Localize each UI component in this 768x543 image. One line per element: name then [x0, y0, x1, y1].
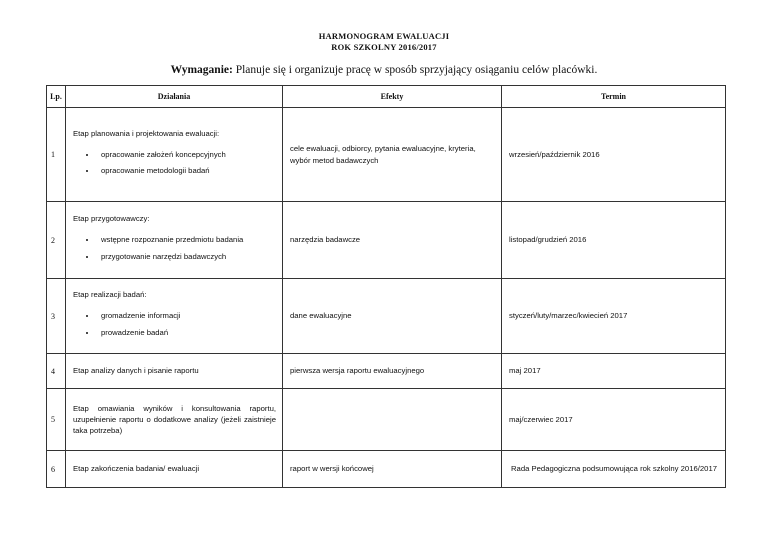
list-item: • wstępne rozpoznanie przedmiotu badania [97, 234, 276, 245]
requirement-text: Planuje się i organizuje pracę w sposób sprzyjający osiąganiu celów placówki. [232, 64, 598, 76]
header-effects: Efekty [283, 86, 502, 108]
list-item: • przygotowanie narzędzi badawczych [97, 251, 276, 262]
requirement-label: Wymaganie: [170, 64, 233, 76]
action-list [73, 310, 276, 337]
list-item: • gromadzenie informacji [97, 310, 276, 321]
table-row [47, 108, 726, 202]
school-year-subtitle: ROK SZKOLNY 2016/2017 [331, 42, 437, 52]
actions-cell [66, 108, 283, 202]
table-header-row [47, 86, 726, 108]
actions-cell: Etap omawiania wyników i konsultowania raportu, uzupełnienie raportu o dodatkowe analizy (jeżeli zaistnieje taka potrzeba) [66, 389, 283, 451]
list-item: • opracowanie założeń koncepcyjnych [97, 149, 276, 160]
effects-cell: pierwsza wersja raportu ewaluacyjnego [283, 354, 502, 389]
term-cell: styczeń/luty/marzec/kwiecień 2017 [502, 279, 726, 354]
evaluation-schedule-table [46, 85, 726, 488]
stage-title: Etap planowania i projektowania ewaluacji: [73, 128, 220, 138]
effects-cell: narzędzia badawcze [283, 202, 502, 279]
table-row [47, 279, 726, 354]
document-title: HARMONOGRAM EWALUACJI [318, 31, 450, 41]
row-number: 1 [47, 108, 66, 202]
term-cell: maj 2017 [502, 354, 726, 389]
stage-title: Etap realizacji badań: [73, 290, 147, 300]
row-number: 4 [47, 354, 66, 389]
table-row [47, 389, 726, 451]
table-row [47, 451, 726, 488]
stage-title: Etap przygotowawczy: [73, 214, 150, 224]
row-number: 5 [47, 389, 66, 451]
action-list [73, 149, 276, 176]
table-row [47, 354, 726, 389]
actions-cell [66, 279, 283, 354]
action-list [73, 234, 276, 261]
effects-cell: cele ewaluacji, odbiorcy, pytania ewaluacyjne, kryteria, wybór metod badawczych [283, 108, 502, 202]
term-cell: Rada Pedagogiczna podsumowująca rok szkolny 2016/2017 [502, 451, 726, 488]
header-actions: Działania [66, 86, 283, 108]
table-row [47, 202, 726, 279]
actions-cell [66, 202, 283, 279]
effects-cell [283, 389, 502, 451]
term-cell: maj/czerwiec 2017 [502, 389, 726, 451]
list-item: • prowadzenie badań [97, 327, 276, 338]
actions-cell: Etap analizy danych i pisanie raportu [66, 354, 283, 389]
effects-cell: dane ewaluacyjne [283, 279, 502, 354]
header-lp: Lp. [47, 86, 66, 108]
term-cell: wrzesień/październik 2016 [502, 108, 726, 202]
header-term: Termin [502, 86, 726, 108]
row-number: 6 [47, 451, 66, 488]
term-cell: listopad/grudzień 2016 [502, 202, 726, 279]
requirement-line [0, 64, 768, 76]
row-number: 2 [47, 202, 66, 279]
row-number: 3 [47, 279, 66, 354]
actions-cell: Etap zakończenia badania/ ewaluacji [66, 451, 283, 488]
list-item: • opracowanie metodologii badań [97, 165, 276, 176]
effects-cell: raport w wersji końcowej [283, 451, 502, 488]
